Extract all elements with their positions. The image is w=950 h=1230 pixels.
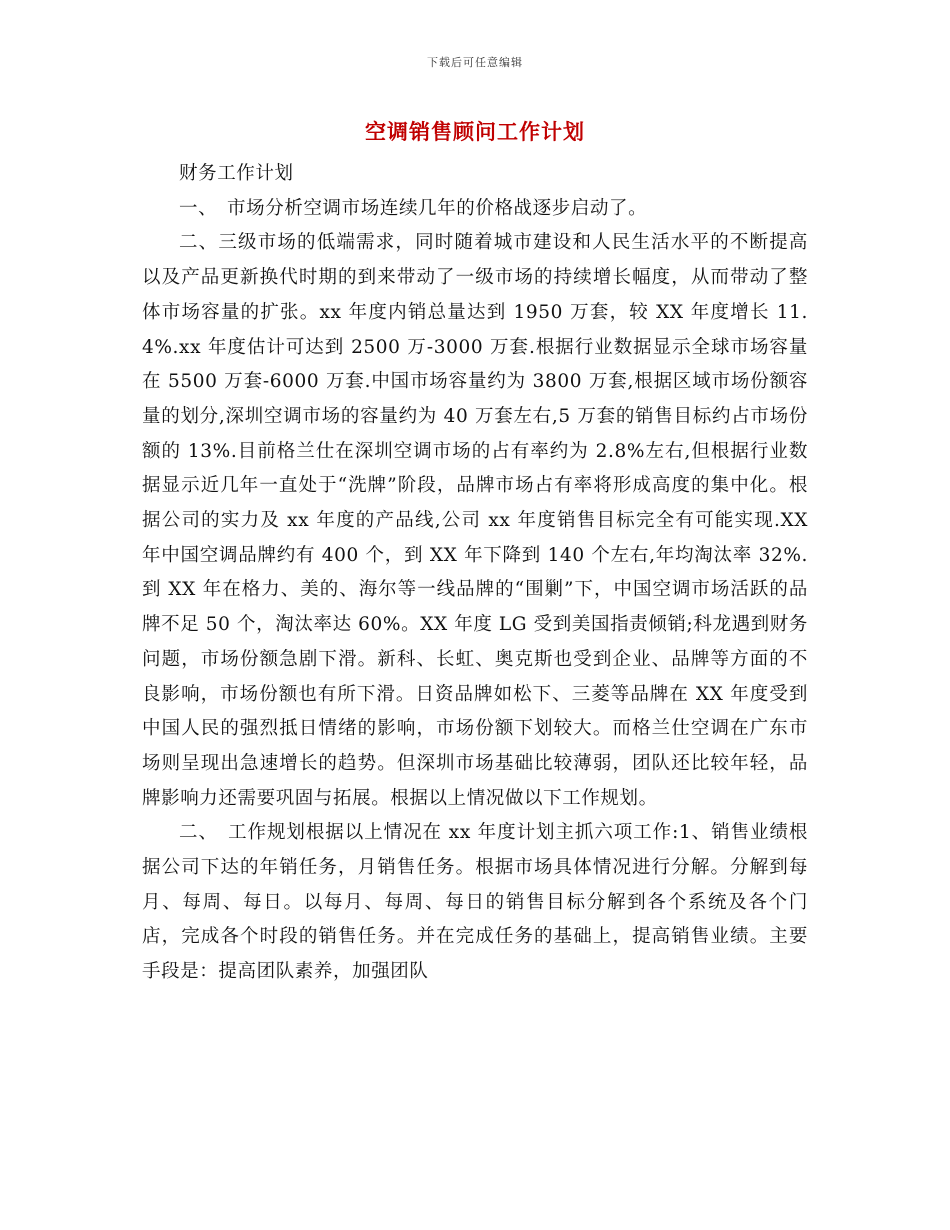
paragraph-section-heading: 财务工作计划 bbox=[179, 163, 294, 184]
document-title: 空调销售顾问工作计划 bbox=[365, 119, 585, 144]
paragraph-work-plan: 二、 工作规划根据以上情况在 xx 年度计划主抓六项工作:1、销售业绩根据公司下达的年销任务，月销售任务。根据市场具体情况进行分解。分解到每月、每周、每日。以每月、每周、每日的销售目标分解到各个系统及各个门店，完成各个时段的销售任务。并在完成任务的基础上，提高销售业绩。主要手段是：提高团队素养，加强团队 bbox=[142, 822, 808, 983]
paragraph-market-analysis: 一、 市场分析空调市场连续几年的价格战逐步启动了。 bbox=[179, 197, 648, 219]
header-note: 下载后可任意编辑 bbox=[427, 56, 523, 69]
paragraph-market-details: 二、三级市场的低端需求，同时随着城市建设和人民生活水平的不断提高以及产品更新换代时期的到来带动了一级市场的持续增长幅度，从而带动了整体市场容量的扩张。xx 年度内销总量达到 1950 万套，较 XX 年度增长 11.4%.xx 年度估计可达到 2500 万-3000 万套.根据行业数据显示全球市场容量在 5500 万套-6000 万套.中国市场容量约为 3800 万套,根据区域市场份额容量的划分,深圳空调市场的容量约为 40 万套左右,5 万套的销售目标约占市场份额的 13%.目前格兰仕在深圳空调市场的占有率约为 2.8%左右,但根据行业数据显示近几年一直处于“洗牌”阶段，品牌市场占有率将形成高度的集中化。根据公司的实力及 xx 年度的产品线,公司 xx 年度销售目标完全有可能实现.XX 年中国空调品牌约有 400 个，到 XX 年下降到 140 个左右,年均淘汰率 32%.到 XX 年在格力、美的、海尔等一线品牌的“围剿”下，中国空调市场活跃的品牌不足 50 个，淘汰率达 60%。XX 年度 LG 受到美国指责倾销;科龙遇到财务问题，市场份额急剧下滑。新科、长虹、奥克斯也受到企业、品牌等方面的不良影响，市场份额也有所下滑。日资品牌如松下、三菱等品牌在 XX 年度受到中国人民的强烈抵日情绪的影响，市场份额下划较大。而格兰仕空调在广东市场则呈现出急速增长的趋势。但深圳市场基础比较薄弱，团队还比较年轻，品牌影响力还需要巩固与拓展。根据以上情况做以下工作规划。 bbox=[142, 232, 808, 809]
document-body bbox=[142, 157, 808, 990]
